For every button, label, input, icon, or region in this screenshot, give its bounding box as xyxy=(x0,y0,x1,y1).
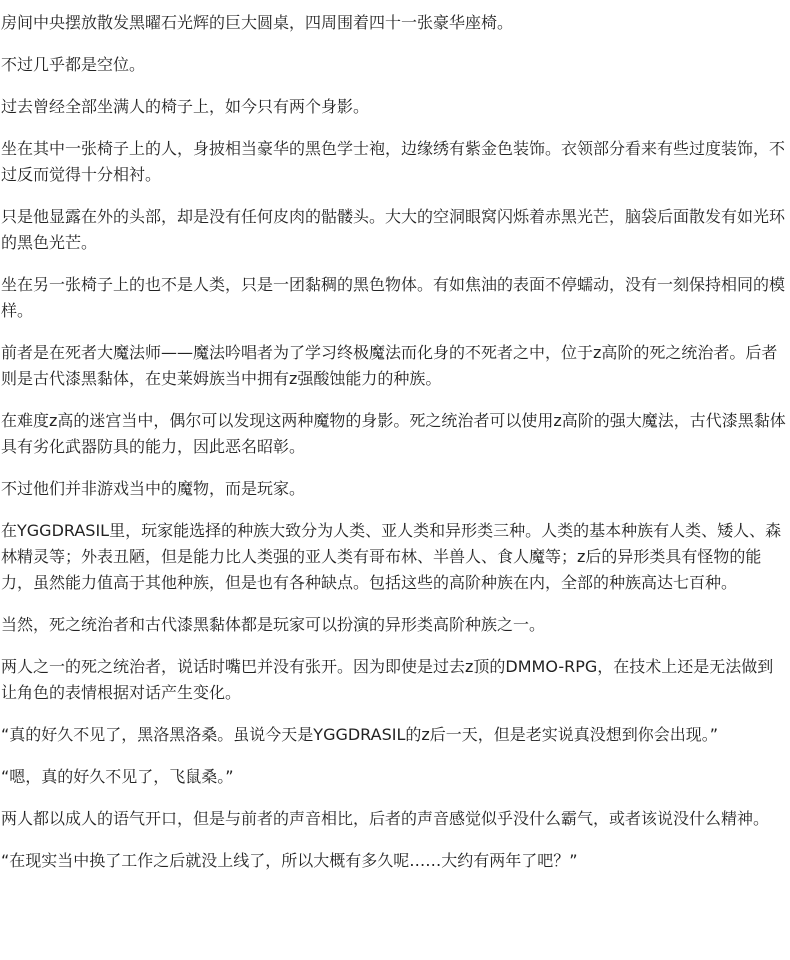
paragraph: 过去曾经全部坐满人的椅子上，如今只有两个身影。 xyxy=(1,97,370,116)
dialogue-paragraph: “真的好久不见了，黑洛黑洛桑。虽说今天是YGGDRASIL的z后一天，但是老实说真没想到你会出现。” xyxy=(1,725,719,744)
paragraph: 前者是在死者大魔法师——魔法吟唱者为了学习终极魔法而化身的不死者之中，位于z高阶的死之统治者。后者则是古代漆黑黏体，在史莱姆族当中拥有z强酸蚀能力的种族。 xyxy=(1,343,778,388)
paragraph: 只是他显露在外的头部，却是没有任何皮肉的骷髅头。大大的空洞眼窝闪烁着赤黑光芒，脑袋后面散发有如光环的黑色光芒。 xyxy=(1,207,786,252)
paragraph: 两人之一的死之统治者，说话时嘴巴并没有张开。因为即使是过去z顶的DMMO-RPG，在技术上还是无法做到让角色的表情根据对话产生变化。 xyxy=(1,657,774,702)
paragraph: 坐在另一张椅子上的也不是人类，只是一团黏稠的黑色物体。有如焦油的表面不停蠕动，没有一刻保持相同的模样。 xyxy=(1,275,786,320)
paragraph: 房间中央摆放散发黑曜石光辉的巨大圆桌，四周围着四十一张豪华座椅。 xyxy=(1,13,514,32)
paragraph: 当然，死之统治者和古代漆黑黏体都是玩家可以扮演的异形类高阶种族之一。 xyxy=(1,615,546,634)
paragraph: 不过他们并非游戏当中的魔物，而是玩家。 xyxy=(1,479,306,498)
paragraph: 坐在其中一张椅子上的人，身披相当豪华的黑色学士袍，边缘绣有紫金色装饰。衣领部分看来有些过度装饰，不过反而觉得十分相衬。 xyxy=(1,139,786,184)
dialogue-paragraph: “嗯，真的好久不见了，飞鼠桑。” xyxy=(1,767,234,786)
paragraph: 在YGGDRASIL里，玩家能选择的种族大致分为人类、亚人类和异形类三种。人类的基本种族有人类、矮人、森林精灵等；外表丑陋，但是能力比人类强的亚人类有哥布林、半兽人、食人魔等；z后的异形类具有怪物的能力，虽然能力值高于其他种族，但是也有各种缺点。包括这些的高阶种族在内，全部的种族高达七百种。 xyxy=(1,521,782,592)
paragraph: 两人都以成人的语气开口，但是与前者的声音相比，后者的声音感觉似乎没什么霸气，或者该说没什么精神。 xyxy=(1,809,770,828)
dialogue-paragraph: “在现实当中换了工作之后就没上线了，所以大概有多久呢……大约有两年了吧？” xyxy=(1,851,578,870)
paragraph: 在难度z高的迷宫当中，偶尔可以发现这两种魔物的身影。死之统治者可以使用z高阶的强大魔法，古代漆黑黏体具有劣化武器防具的能力，因此恶名昭彰。 xyxy=(1,411,786,456)
paragraph: 不过几乎都是空位。 xyxy=(1,55,146,74)
